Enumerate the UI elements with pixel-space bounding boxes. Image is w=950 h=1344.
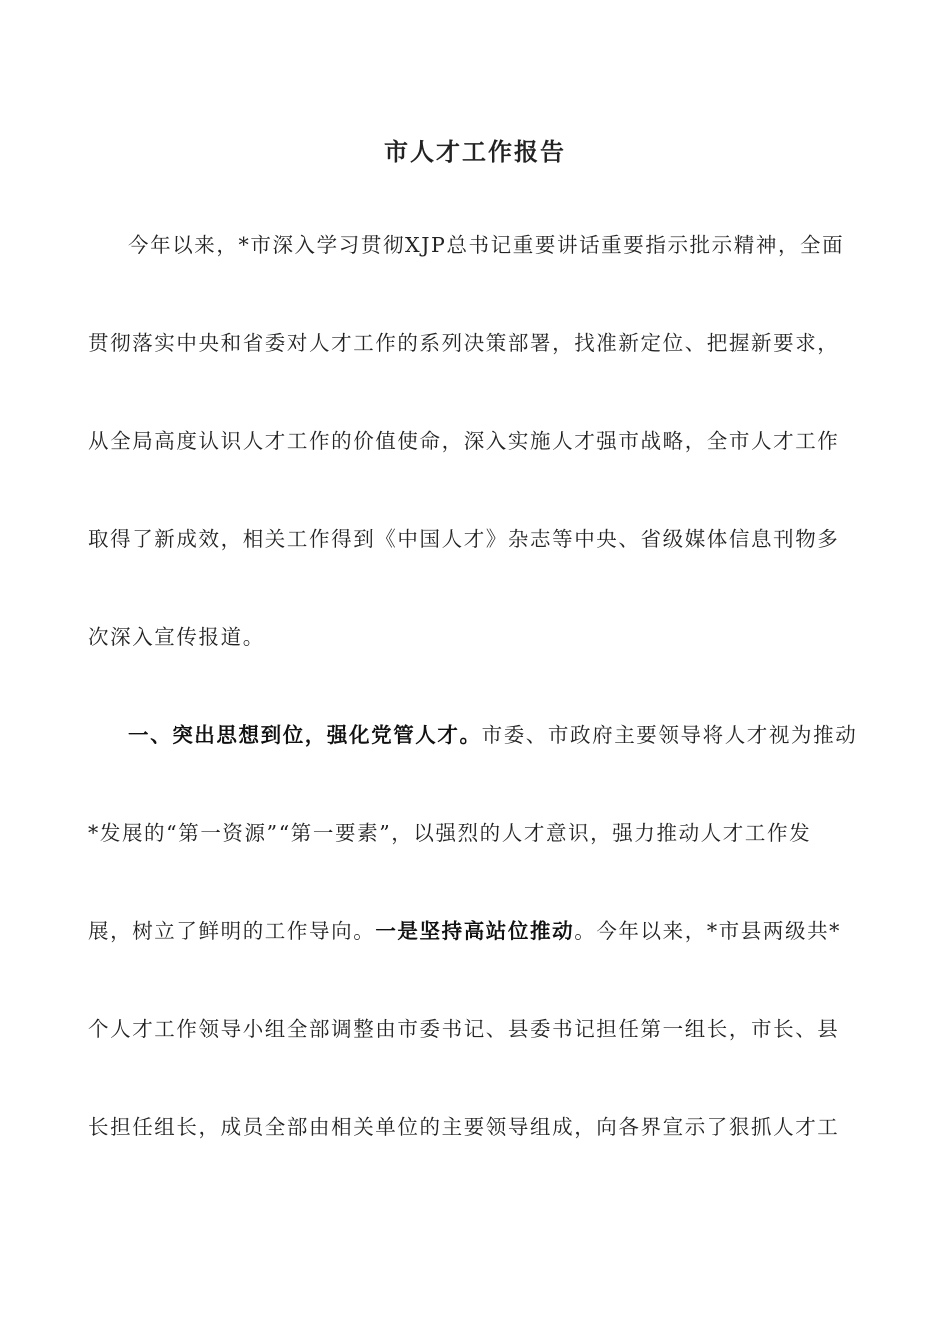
section-line: 长担任组长，成员全部由相关单位的主要领导组成，向各界宣示了狠抓人才工 <box>88 1115 840 1139</box>
subsection-heading: 一是坚持高站位推动 <box>375 919 575 943</box>
section-text: 市委、市政府主要领导将人才视为推动 <box>481 723 858 747</box>
paragraph-line: 从全局高度认识人才工作的价值使命，深入实施人才强市战略，全市人才工作 <box>88 429 840 453</box>
section-line <box>88 882 864 980</box>
section-line <box>88 686 864 784</box>
paragraph-line: 取得了新成效，相关工作得到《中国人才》杂志等中央、省级媒体信息刊物多 <box>88 527 840 551</box>
paragraph-line: 次深入宣传报道。 <box>88 625 265 649</box>
paragraph-line: 今年以来，*市深入学习贯彻XJP总书记重要讲话重要指示批示精神，全面 <box>128 233 845 257</box>
document-title: 市人才工作报告 <box>384 137 566 166</box>
document-body <box>88 196 864 1176</box>
section-text: 展，树立了鲜明的工作导向。 <box>88 919 376 943</box>
section-line: *发展的“第一资源”“第一要素”，以强烈的人才意识，强力推动人才工作发 <box>88 821 812 845</box>
section-line: 个人才工作领导小组全部调整由市委书记、县委书记担任第一组长，市长、县 <box>88 1017 840 1041</box>
section-text: 。今年以来，*市县两级共* <box>574 919 842 943</box>
section-heading: 一、突出思想到位，强化党管人才。 <box>128 723 482 747</box>
paragraph-line: 贯彻落实中央和省委对人才工作的系列决策部署，找准新定位、把握新要求， <box>88 331 840 355</box>
